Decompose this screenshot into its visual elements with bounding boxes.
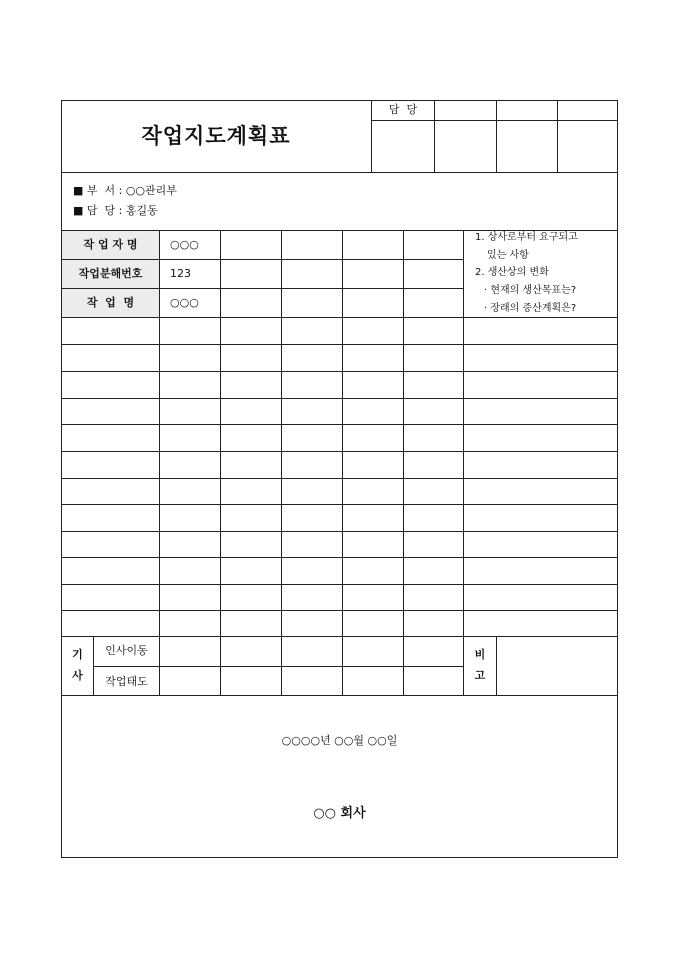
remarks-bottom-line bbox=[61, 695, 618, 696]
grid-col-line-3 bbox=[281, 230, 282, 695]
approval-col-line-1 bbox=[434, 100, 435, 172]
row-line-10 bbox=[61, 504, 618, 505]
title-bottom-line bbox=[61, 172, 618, 173]
row-line-13 bbox=[61, 584, 618, 585]
remarks-middle-line bbox=[93, 666, 463, 667]
approval-label: 담 당 bbox=[388, 103, 418, 116]
document-date: ○○○○년 ○○월 ○○일 bbox=[281, 734, 398, 747]
grid-col-line-5 bbox=[403, 230, 404, 695]
row-line-9 bbox=[61, 478, 618, 479]
row-line-12 bbox=[61, 557, 618, 558]
note-line-1: 1. 상사로부터 요구되고 bbox=[475, 232, 578, 243]
department-line: ■ 부 서 : ○○관리부 bbox=[73, 184, 177, 197]
grid-col-line-4 bbox=[342, 230, 343, 695]
remarks-group-label-2: 사 bbox=[72, 669, 83, 682]
remarks-item-personnel: 인사이동 bbox=[105, 644, 148, 657]
approval-header-line bbox=[371, 120, 618, 121]
note-line-2: 있는 사항 bbox=[487, 250, 529, 261]
bigo-right-line bbox=[496, 636, 497, 695]
remarks-item-attitude: 작업태도 bbox=[105, 675, 148, 688]
worker-name-label: 작 업 자 명 bbox=[83, 238, 138, 251]
row-line-8 bbox=[61, 451, 618, 452]
info-bottom-line bbox=[61, 230, 618, 231]
worker-name-value: ○○○ bbox=[170, 238, 199, 251]
remarks-item-line bbox=[159, 636, 160, 695]
note-line-3: 2. 생산상의 변화 bbox=[475, 267, 549, 278]
manager-line: ■ 담 당 : 홍길동 bbox=[73, 204, 158, 217]
work-number-value: 123 bbox=[170, 267, 191, 280]
bigo-label-1: 비 bbox=[474, 648, 486, 661]
row-line-7 bbox=[61, 424, 618, 425]
bigo-label-2: 고 bbox=[474, 669, 486, 682]
work-name-label: 작 업 명 bbox=[86, 296, 135, 309]
note-line-4: · 현재의 생산목표는? bbox=[484, 285, 577, 296]
work-number-label: 작업분해번호 bbox=[78, 267, 143, 280]
work-name-value: ○○○ bbox=[170, 296, 199, 309]
company-name: ○○ 회사 bbox=[313, 806, 366, 821]
note-line-5: · 장래의 증산계획은? bbox=[484, 303, 577, 314]
row-line-6 bbox=[61, 398, 618, 399]
grid-col-line-6 bbox=[463, 230, 464, 695]
remarks-group-label-1: 기 bbox=[72, 648, 83, 661]
approval-col-line-2 bbox=[496, 100, 497, 172]
row-line-3 bbox=[61, 317, 618, 318]
row-line-11 bbox=[61, 531, 618, 532]
row-line-5 bbox=[61, 371, 618, 372]
row-line-4 bbox=[61, 344, 618, 345]
row-line-15 bbox=[61, 636, 618, 637]
approval-col-line-3 bbox=[557, 100, 558, 172]
row-line-14 bbox=[61, 610, 618, 611]
grid-col-line-2 bbox=[220, 230, 221, 695]
page-title: 작업지도계획표 bbox=[141, 124, 291, 148]
grid-col-line-1 bbox=[159, 230, 160, 636]
